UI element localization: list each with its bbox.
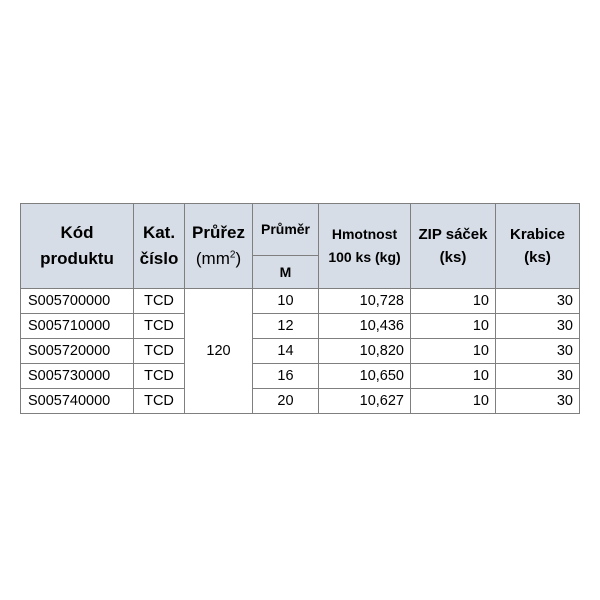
cell-kod: S005740000: [21, 389, 134, 414]
header-kat-cislo: Kat. číslo: [134, 204, 185, 289]
cell-hmotnost: 10,820: [319, 339, 411, 364]
cell-krabice: 30: [496, 364, 580, 389]
cell-prumer: 10: [253, 289, 319, 314]
header-zip-sacek: ZIP sáček (ks): [411, 204, 496, 289]
cell-zip: 10: [411, 364, 496, 389]
cell-hmotnost: 10,627: [319, 389, 411, 414]
product-spec-table: [20, 203, 580, 414]
cell-kat: TCD: [134, 314, 185, 339]
cell-hmotnost: 10,650: [319, 364, 411, 389]
cell-kod: S005730000: [21, 364, 134, 389]
header-krabice: Krabice (ks): [496, 204, 580, 289]
cell-kat: TCD: [134, 289, 185, 314]
table-row: [21, 389, 580, 414]
cell-hmotnost: 10,728: [319, 289, 411, 314]
cell-krabice: 30: [496, 314, 580, 339]
header-prumer: Průměr: [253, 204, 319, 256]
cell-prumer: 14: [253, 339, 319, 364]
cell-kod: S005710000: [21, 314, 134, 339]
cell-kat: TCD: [134, 364, 185, 389]
cell-kat: TCD: [134, 339, 185, 364]
cell-zip: 10: [411, 389, 496, 414]
cell-prumer: 16: [253, 364, 319, 389]
cell-prumer: 12: [253, 314, 319, 339]
header-prurez: Průřez $(mm^2)$: [185, 204, 253, 289]
header-prumer-m: M: [253, 256, 319, 289]
cell-zip: 10: [411, 339, 496, 364]
header-kod-produktu: Kód produktu: [21, 204, 134, 289]
cell-krabice: 30: [496, 289, 580, 314]
table-row: [21, 314, 580, 339]
cell-zip: 10: [411, 314, 496, 339]
table-row: [21, 339, 580, 364]
cell-prumer: 20: [253, 389, 319, 414]
cell-zip: 10: [411, 289, 496, 314]
table-row: [21, 289, 580, 314]
header-hmotnost: Hmotnost 100 ks (kg): [319, 204, 411, 289]
cell-kod: S005700000: [21, 289, 134, 314]
cell-krabice: 30: [496, 389, 580, 414]
cell-kod: S005720000: [21, 339, 134, 364]
cell-hmotnost: 10,436: [319, 314, 411, 339]
table-row: [21, 364, 580, 389]
cell-kat: TCD: [134, 389, 185, 414]
cell-prurez: 120: [185, 289, 253, 414]
cell-krabice: 30: [496, 339, 580, 364]
